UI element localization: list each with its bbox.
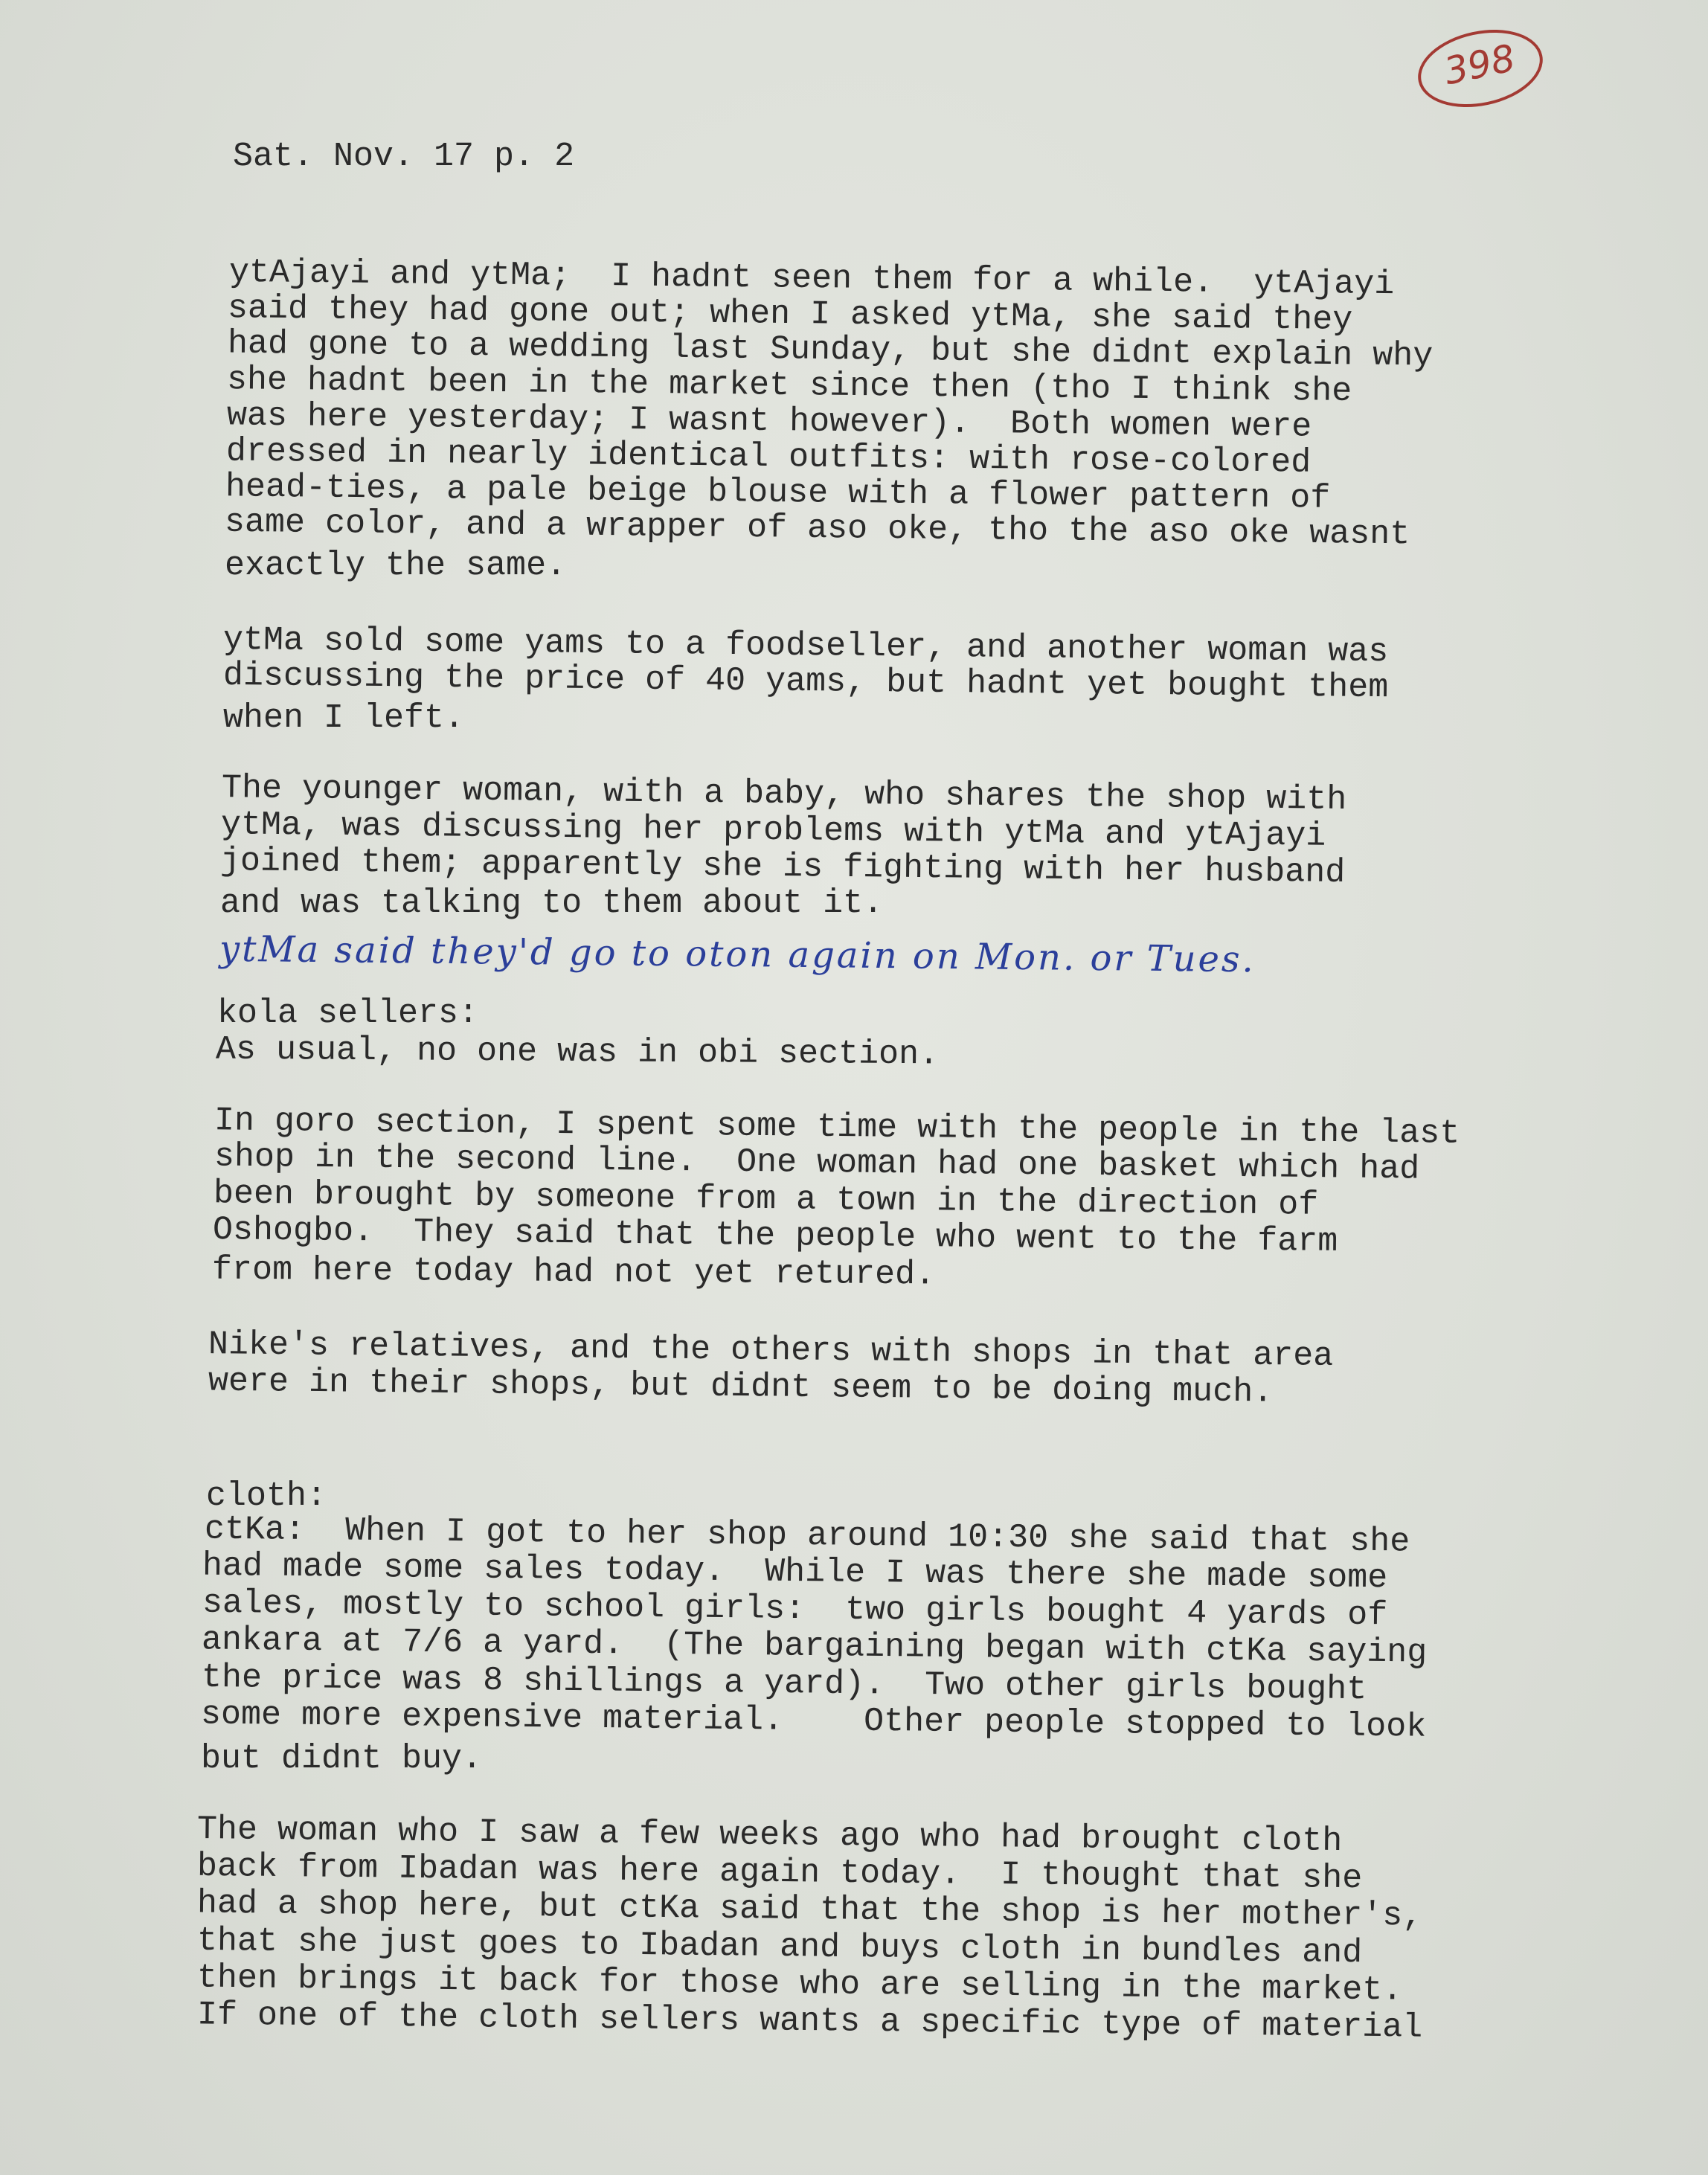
text-line: from here today had not yet retured. xyxy=(211,1250,936,1294)
text-line: the price was 8 shillings a yard). Two other girls bought xyxy=(201,1658,1367,1709)
text-line: same color, and a wrapper of aso oke, tho the aso oke wasnt xyxy=(224,503,1410,554)
text-line: dressed in nearly identical outfits: with rose-colored xyxy=(225,432,1312,482)
text-line: but didnt buy. xyxy=(201,1740,483,1778)
text-line: that she just goes to Ibadan and buys cloth in bundles and xyxy=(196,1921,1363,1973)
text-line: head-ties, a pale beige blouse with a flower pattern of xyxy=(225,468,1331,518)
text-line: discussing the price of 40 yams, but hadnt yet bought them xyxy=(222,656,1389,707)
page-header: Sat. Nov. 17 p. 2 xyxy=(233,138,575,176)
text-line: In goro section, I spent some time with the people in the last xyxy=(214,1102,1460,1153)
text-line: ctKa: When I got to her shop around 10:30 she said that she xyxy=(204,1510,1410,1561)
text-line: were in their shops, but didnt seem to be doing much. xyxy=(208,1362,1274,1412)
text-line: The younger woman, with a baby, who shares the shop with xyxy=(221,769,1347,819)
section-heading: kola sellers: xyxy=(217,995,479,1032)
text-line: was here yesterday; I wasnt however). Both women were xyxy=(226,396,1312,446)
text-line: ytMa sold some yams to a foodseller, and another woman was xyxy=(222,620,1389,672)
text-line: Nike's relatives, and the others with shops in that area xyxy=(208,1326,1334,1375)
text-line: back from Ibadan was here again today. I thought that she xyxy=(196,1847,1363,1898)
section-heading: cloth: xyxy=(206,1477,327,1515)
text-line: she hadnt been in the market since then (tho I think she xyxy=(226,361,1352,411)
text-line: ytAjayi and ytMa; I hadnt seen them for a while. ytAjayi xyxy=(228,253,1395,304)
text-line: ankara at 7/6 a yard. (The bargaining began with ctKa saying xyxy=(201,1621,1428,1672)
text-line: been brought by someone from a town in the direction of xyxy=(213,1175,1319,1224)
text-line: ytMa, was discussing her problems with ytMa and ytAjayi xyxy=(220,806,1326,855)
text-line: when I left. xyxy=(223,699,465,737)
page-number: 398 xyxy=(1440,36,1519,94)
text-line: As usual, no one was in obi section. xyxy=(215,1030,940,1074)
text-line: had a shop here, but ctKa said that the shop is her mother's, xyxy=(196,1884,1423,1935)
text-line: had made some sales today. While I was there she made some xyxy=(202,1546,1388,1598)
handwritten-note: ytMa said they'd go to oton again on Mon. or Tues. xyxy=(219,928,1256,981)
text-line: shop in the second line. One woman had one basket which had xyxy=(214,1137,1420,1189)
text-line: joined them; apparently she is fighting with her husband xyxy=(219,842,1346,892)
text-line: had gone to a wedding last Sunday, but she didnt explain why xyxy=(227,324,1434,376)
text-line: some more expensive material. Other people stopped to look xyxy=(200,1695,1427,1747)
text-line: then brings it back for those who are selling in the market. xyxy=(196,1959,1403,2010)
text-line: Oshogbo. They said that the people who went to the farm xyxy=(212,1211,1338,1261)
text-line: and was talking to them about it. xyxy=(220,884,884,922)
page-number-stamp xyxy=(1410,19,1550,118)
text-line: If one of the cloth sellers wants a specific type of material xyxy=(196,1996,1423,2047)
text-line: sales, mostly to school girls: two girls bought 4 yards of xyxy=(202,1584,1388,1635)
text-line: The woman who I saw a few weeks ago who had brought cloth xyxy=(196,1810,1343,1861)
text-line: exactly the same. xyxy=(225,547,567,585)
text-line: said they had gone out; when I asked ytMa, she said they xyxy=(227,289,1353,339)
